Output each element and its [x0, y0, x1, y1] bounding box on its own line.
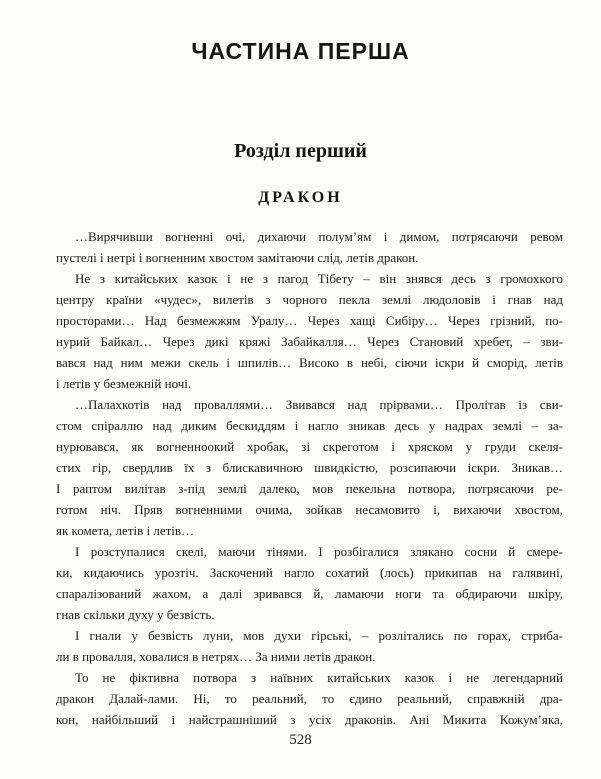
body-text-line: центру країни «чудес», вилетів з чорного пекла землі людоловів і гнав над	[56, 292, 563, 307]
body-text-line: вався над ним межи скель і шпилів… Високо в небі, сіючи іскри й сморід, летів	[56, 355, 563, 370]
body-text-line: нурювався, як вогненноокий хробак, зі скреготом і хряском у груди скеля-	[56, 439, 563, 454]
body-text-line: ки, кидаючись урозтіч. Заскочений нагло сохатий (лось) прикипав на галявині,	[56, 565, 563, 580]
body-text-line: І розступалися скелі, маючи тінями. І розбігалися злякано сосни й смере-	[75, 544, 563, 559]
body-text-line: дракон Далай-лами. Ні, то реальний, то єдино реальний, справжній дра-	[56, 691, 563, 706]
body-text-line: І гнали у безвість луни, мов духи гірські, – розлітались по горах, стриба-	[75, 628, 563, 643]
body-text-line: гнав скільки духу у безвість.	[56, 607, 215, 622]
body-text-line: пустелі і нетрі і вогненним хвостом замітаючи слід, летів дракон.	[56, 250, 419, 265]
body-text-line: нурий Байкал… Через дикі кряжі Забайкалля… Через Становий хребет, – зви-	[56, 334, 563, 349]
body-text-line: кон, найбільший і найстрашніший з усіх драконів. Ані Микита Кожум’яка,	[56, 712, 563, 727]
body-text-line: стих гір, свердлив їх з блискавичною швидкістю, розсипаючи іскри. Зникав…	[56, 460, 563, 475]
body-text-line: спаралізований жахом, а далі зривався й, ламаючи ноги та обдираючи шкіру,	[56, 586, 563, 601]
body-text-line: як комета, летів і летів…	[56, 523, 195, 538]
body-text-line: …Палахкотів над проваллями… Звивався над прірвами… Пролітав із сви-	[75, 397, 563, 412]
page-number: 528	[289, 732, 312, 748]
body-text-line: Не з китайських казок і не з пагод Тібету – він знявся десь з громохкого	[75, 271, 563, 286]
body-text-line: ли в провалля, ховалися в нетрях… За ними летів дракон.	[56, 649, 376, 664]
part-title: ЧАСТИНА ПЕРША	[191, 38, 410, 64]
body-text-line: і летів у безмежній ночі.	[56, 376, 192, 391]
body-text-line: То не фіктивна потвора з наївних китайських казок і не легендарний	[75, 670, 563, 685]
body-text	[56, 226, 563, 730]
body-text-line: просторами… Над безмежжям Уралу… Через хащі Сибіру… Через грізний, по-	[56, 313, 563, 328]
body-text-line: …Вирячивши вогненні очі, дихаючи полум’ям і димом, потрясаючи ревом	[75, 229, 563, 244]
section-title: ДРАКОН	[258, 189, 343, 206]
chapter-title: Розділ перший	[234, 140, 367, 162]
body-text-line: стом спіраллю над диким бескиддям і нагло зникав десь у надрах землі – за-	[56, 418, 563, 433]
body-text-line: І раптом вилітав з-під землі далеко, мов пекельна потвора, потрясаючи ре-	[56, 481, 563, 496]
body-text-line: готом ніч. Пряв вогненними очима, зойкав несамовито і, вихаючи хвостом,	[56, 502, 563, 517]
